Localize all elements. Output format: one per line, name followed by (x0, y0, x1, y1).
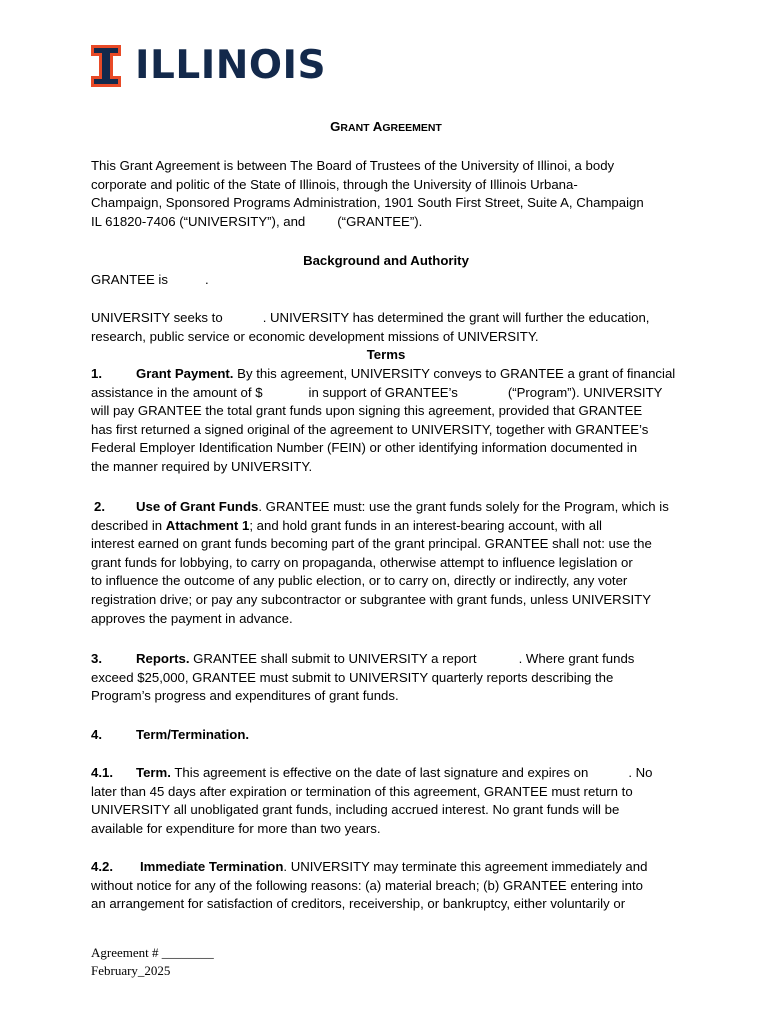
document-title: GRANT AGREEMENT (330, 119, 442, 134)
illinois-logo (91, 44, 326, 88)
section-4-1-term: 4.1. Term. This agreement is effective on the date of last signature and expires on . No later than 45 days after expiration or termination of this agreement, GRANTEE must return to UNIVERSITY all unobligated grant funds, including accrued interest. No grant funds will be available for expenditure for more than two years. (91, 765, 653, 836)
grantee-description: GRANTEE is . (91, 272, 209, 287)
agreement-number: Agreement # ________ (91, 945, 214, 960)
section-1-grant-payment: 1. Grant Payment. By this agreement, UNIVERSITY conveys to GRANTEE a grant of financial assistance in the amount of $ in support of GRANTEE’s (“Program”). UNIVERSITY will pay GRANTEE the total grant funds upon signing this agreement, provided that GRANTEE has first returned a signed original of the agreement to UNIVERSITY, together with GRANTEE’s Federal Employer Identification Number (FEIN) or other identifying information documented in the manner required by UNIVERSITY. (91, 366, 676, 474)
section-4-2-immediate-termination: 4.2. Immediate Termination. UNIVERSITY may terminate this agreement immediately and without notice for any of the following reasons: (a) material breach; (b) GRANTEE entering into an arrangement for satisfaction of creditors, receivership, or bankruptcy, either voluntarily or (91, 859, 648, 912)
block-i-icon (91, 45, 121, 87)
background-heading: Background and Authority (303, 253, 469, 268)
footer-date: February_2025 (91, 963, 171, 978)
section-4-term-termination: 4. Term/Termination. (91, 727, 250, 742)
page-footer (91, 944, 214, 980)
section-2-use-of-funds: 2. Use of Grant Funds. GRANTEE must: use the grant funds solely for the Program, which is described in Attachment 1; and hold grant funds in an interest-bearing account, with all interest earned on grant funds becoming part of the grant principal. GRANTEE shall not: use the grant funds for lobbying, to carry on propaganda, otherwise attempt to influence legislation or to influence the outcome of any public election, or to carry on, directly or indirectly, any voter registration drive; or pay any subcontractor or subgrantee with grant funds, unless UNIVERSITY approves the payment in advance. (91, 499, 669, 626)
logo-text: ILLINOIS (135, 43, 327, 88)
section-3-reports: 3. Reports. GRANTEE shall submit to UNIVERSITY a report . Where grant funds exceed $25,000, GRANTEE must submit to UNIVERSITY quarterly reports describing the Program’s progress and expenditures of grant funds. (91, 651, 635, 704)
terms-heading: Terms (366, 347, 406, 362)
intro-paragraph: This Grant Agreement is between The Board of Trustees of the University of Illinoi, a body corporate and politic of the State of Illinois, through the University of Illinois Urbana- Champaign, Sponsored Programs Administration, 1901 South First Street, Suite A, Champaign IL 61820-7406 (“UNIVERSITY”), and (“GRANTEE”). (91, 158, 644, 229)
university-purpose: UNIVERSITY seeks to . UNIVERSITY has determined the grant will further the education, research, public service or economic development missions of UNIVERSITY. (91, 310, 650, 344)
